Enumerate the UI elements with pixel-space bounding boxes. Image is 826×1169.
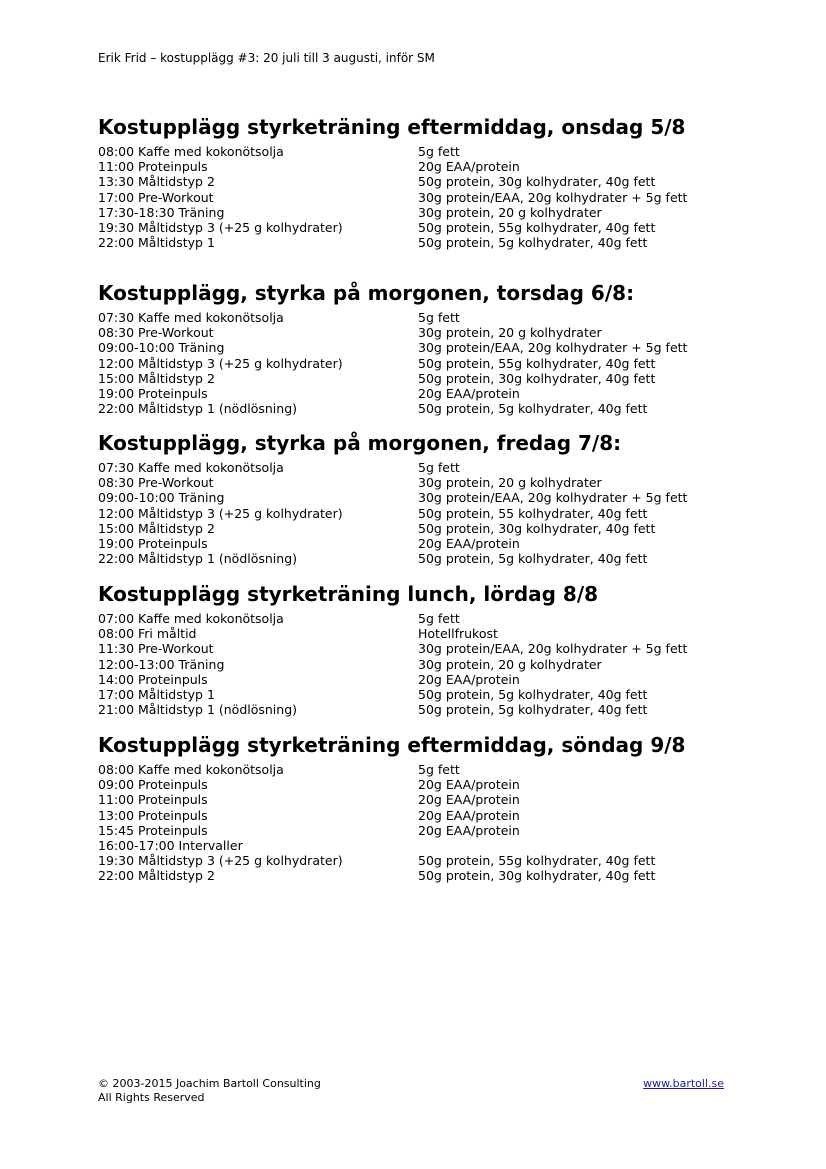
meal-macros: 50g protein, 55g kolhydrater, 40g fett	[418, 355, 656, 371]
meal-macros: 30g protein/EAA, 20g kolhydrater + 5g fett	[418, 340, 688, 356]
meal-time-label: 08:00 Fri måltid	[98, 626, 197, 642]
meal-macros	[418, 838, 738, 853]
meal-time-label: 15:00 Måltidstyp 2	[98, 520, 215, 536]
meal-macros: 5g fett	[418, 144, 460, 159]
meal-macros: 30g protein, 20 g kolhydrater	[418, 325, 602, 341]
meal-time-label: 19:00 Proteinpuls	[98, 536, 208, 552]
meal-macros: 5g fett	[418, 460, 460, 475]
meal-time-label: 08:30 Pre-Workout	[98, 475, 214, 491]
meal-list	[98, 762, 738, 884]
meal-row	[98, 490, 738, 505]
meal-row	[98, 868, 738, 883]
meal-time-label: 07:00 Kaffe med kokonötsolja	[98, 611, 284, 626]
meal-row	[98, 687, 738, 702]
meal-time-label: 14:00 Proteinpuls	[98, 671, 208, 687]
meal-time-label: 19:30 Måltidstyp 3 (+25 g kolhydrater)	[98, 220, 343, 236]
meal-row	[98, 356, 738, 371]
meal-row	[98, 641, 738, 656]
meal-macros: 50g protein, 5g kolhydrater, 40g fett	[418, 401, 648, 417]
meal-row	[98, 371, 738, 386]
meal-macros: 20g EAA/protein	[418, 159, 520, 175]
document-header: Erik Frid – kostupplägg #3: 20 juli till 3 augusti, inför SM	[98, 51, 435, 65]
meal-row	[98, 235, 738, 250]
meal-macros: 30g protein, 20 g kolhydrater	[418, 204, 602, 220]
meal-macros: 50g protein, 5g kolhydrater, 40g fett	[418, 702, 648, 718]
meal-time-label: 11:00 Proteinpuls	[98, 159, 208, 175]
meal-row	[98, 220, 738, 235]
meal-row	[98, 672, 738, 687]
meal-row	[98, 310, 738, 325]
meal-time-label: 17:30-18:30 Träning	[98, 204, 225, 220]
meal-row	[98, 521, 738, 536]
meal-time-label: 09:00 Proteinpuls	[98, 777, 208, 793]
meal-macros: 20g EAA/protein	[418, 807, 520, 823]
rights-text: All Rights Reserved	[98, 1091, 205, 1104]
meal-row	[98, 853, 738, 868]
meal-row	[98, 144, 738, 159]
meal-time-label: 15:45 Proteinpuls	[98, 822, 208, 838]
meal-time-label: 22:00 Måltidstyp 1	[98, 235, 215, 251]
meal-time-label: 08:00 Kaffe med kokonötsolja	[98, 762, 284, 777]
meal-time-label: 13:00 Proteinpuls	[98, 807, 208, 823]
meal-list	[98, 144, 738, 250]
meal-time-label: 19:00 Proteinpuls	[98, 386, 208, 402]
meal-macros: 20g EAA/protein	[418, 777, 520, 793]
meal-time-label: 11:30 Pre-Workout	[98, 641, 214, 657]
meal-list	[98, 310, 738, 416]
meal-plan-section	[98, 280, 738, 416]
meal-macros: 5g fett	[418, 611, 460, 626]
meal-row	[98, 777, 738, 792]
section-title: Kostupplägg styrketräning eftermiddag, söndag 9/8	[98, 733, 686, 757]
meal-macros: 30g protein/EAA, 20g kolhydrater + 5g fett	[418, 641, 688, 657]
meal-row	[98, 475, 738, 490]
meal-time-label: 16:00-17:00 Intervaller	[98, 838, 243, 854]
meal-macros: 50g protein, 5g kolhydrater, 40g fett	[418, 551, 648, 567]
meal-macros: 20g EAA/protein	[418, 792, 520, 808]
meal-row	[98, 792, 738, 807]
website-link[interactable]: www.bartoll.se	[643, 1077, 724, 1090]
meal-macros: 50g protein, 30g kolhydrater, 40g fett	[418, 520, 656, 536]
meal-row	[98, 823, 738, 838]
meal-time-label: 17:00 Måltidstyp 1	[98, 687, 215, 703]
meal-row	[98, 762, 738, 777]
meal-time-label: 15:00 Måltidstyp 2	[98, 370, 215, 386]
meal-macros: 50g protein, 30g kolhydrater, 40g fett	[418, 370, 656, 386]
meal-row	[98, 611, 738, 626]
section-title: Kostupplägg styrketräning eftermiddag, onsdag 5/8	[98, 115, 686, 139]
meal-macros: 50g protein, 55 kolhydrater, 40g fett	[418, 505, 648, 521]
meal-row	[98, 460, 738, 475]
meal-time-label: 12:00 Måltidstyp 3 (+25 g kolhydrater)	[98, 355, 343, 371]
section-title: Kostupplägg styrketräning lunch, lördag 8/8	[98, 582, 599, 606]
meal-time-label: 22:00 Måltidstyp 1 (nödlösning)	[98, 551, 298, 567]
meal-macros: 5g fett	[418, 762, 460, 777]
meal-macros: 20g EAA/protein	[418, 671, 520, 687]
meal-macros: 5g fett	[418, 310, 460, 325]
meal-time-label: 13:30 Måltidstyp 2	[98, 174, 215, 190]
meal-macros: 50g protein, 55g kolhydrater, 40g fett	[418, 853, 656, 869]
meal-row	[98, 340, 738, 355]
meal-macros: 50g protein, 5g kolhydrater, 40g fett	[418, 687, 648, 703]
copyright-text: © 2003-2015 Joachim Bartoll Consulting	[98, 1077, 321, 1090]
meal-macros: 20g EAA/protein	[418, 386, 520, 402]
section-title: Kostupplägg, styrka på morgonen, torsdag 6/8:	[98, 281, 635, 305]
meal-time-label: 09:00-10:00 Träning	[98, 340, 225, 356]
meal-time-label: 07:30 Kaffe med kokonötsolja	[98, 310, 284, 325]
meal-macros: 30g protein/EAA, 20g kolhydrater + 5g fett	[418, 189, 688, 205]
meal-macros: 20g EAA/protein	[418, 536, 520, 552]
meal-time-label: 09:00-10:00 Träning	[98, 490, 225, 506]
meal-time-label: 12:00 Måltidstyp 3 (+25 g kolhydrater)	[98, 505, 343, 521]
meal-row	[98, 536, 738, 551]
meal-macros: 50g protein, 55g kolhydrater, 40g fett	[418, 220, 656, 236]
meal-time-label: 22:00 Måltidstyp 1 (nödlösning)	[98, 401, 298, 417]
meal-list	[98, 460, 738, 566]
meal-time-label: 22:00 Måltidstyp 2	[98, 868, 215, 884]
meal-macros: 50g protein, 30g kolhydrater, 40g fett	[418, 174, 656, 190]
meal-row	[98, 657, 738, 672]
meal-row	[98, 838, 738, 853]
meal-macros: 50g protein, 5g kolhydrater, 40g fett	[418, 235, 648, 251]
meal-row	[98, 506, 738, 521]
meal-time-label: 08:00 Kaffe med kokonötsolja	[98, 144, 284, 159]
meal-plan-section	[98, 114, 738, 250]
meal-row	[98, 159, 738, 174]
meal-macros: 30g protein/EAA, 20g kolhydrater + 5g fett	[418, 490, 688, 506]
meal-time-label: 12:00-13:00 Träning	[98, 656, 225, 672]
meal-macros: Hotellfrukost	[418, 626, 498, 642]
meal-time-label: 21:00 Måltidstyp 1 (nödlösning)	[98, 702, 298, 718]
meal-time-label: 11:00 Proteinpuls	[98, 792, 208, 808]
section-title: Kostupplägg, styrka på morgonen, fredag 7/8:	[98, 431, 622, 455]
meal-row	[98, 205, 738, 220]
meal-row	[98, 551, 738, 566]
meal-time-label: 17:00 Pre-Workout	[98, 189, 214, 205]
meal-list	[98, 611, 738, 717]
meal-time-label: 08:30 Pre-Workout	[98, 325, 214, 341]
meal-time-label: 19:30 Måltidstyp 3 (+25 g kolhydrater)	[98, 853, 343, 869]
meal-row	[98, 325, 738, 340]
meal-row	[98, 626, 738, 641]
meal-macros: 30g protein, 20 g kolhydrater	[418, 656, 602, 672]
meal-plan-section	[98, 430, 738, 566]
meal-row	[98, 401, 738, 416]
meal-row	[98, 190, 738, 205]
meal-macros: 20g EAA/protein	[418, 822, 520, 838]
meal-macros: 50g protein, 30g kolhydrater, 40g fett	[418, 868, 656, 884]
meal-row	[98, 808, 738, 823]
meal-macros: 30g protein, 20 g kolhydrater	[418, 475, 602, 491]
meal-row	[98, 702, 738, 717]
meal-row	[98, 174, 738, 189]
meal-time-label: 07:30 Kaffe med kokonötsolja	[98, 460, 284, 475]
meal-plan-section	[98, 581, 738, 717]
meal-plan-section	[98, 732, 738, 884]
meal-row	[98, 386, 738, 401]
